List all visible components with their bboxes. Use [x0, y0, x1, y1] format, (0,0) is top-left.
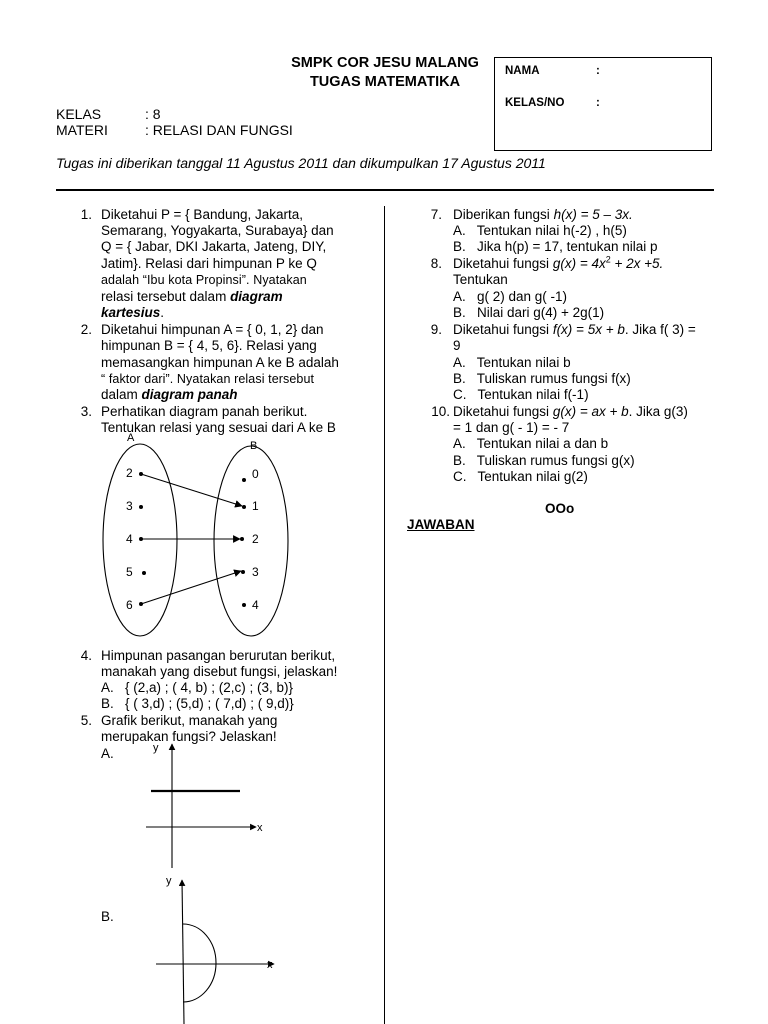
q1-line1: Diketahui P = { Bandung, Jakarta,	[101, 207, 304, 222]
set-a-label: A	[127, 432, 135, 444]
end-mark: OOo	[545, 501, 575, 516]
a-item: 4	[126, 532, 133, 546]
q10-line1-text: Diketahui fungsi	[453, 404, 553, 419]
q1-line6-text: relasi tersebut dalam	[101, 289, 231, 304]
kelas-no-colon: :	[596, 97, 600, 109]
q8-exponent: 2	[605, 254, 611, 265]
q10-function: g(x) = ax + b	[552, 404, 629, 419]
a-dot	[142, 571, 146, 575]
q2-line5-text: dalam	[101, 387, 142, 402]
a-item: 6	[126, 598, 133, 612]
a-dot	[139, 505, 143, 509]
q5-option-b: B.	[101, 909, 114, 924]
q7-line1-text: Diberikan fungsi	[453, 207, 554, 222]
q7-number: 7.	[430, 207, 442, 222]
q1-line4: Jatim}. Relasi dari himpunan P ke Q	[101, 256, 317, 271]
q8-function-rest: + 2x +5.	[610, 256, 664, 271]
q1-line6-emphasis: diagram	[230, 289, 283, 304]
q8-line1-text: Diketahui fungsi	[453, 256, 553, 271]
b-item: 2	[252, 532, 259, 546]
q1-line7	[101, 305, 164, 321]
assignment-note: Tugas ini diberikan tanggal 11 Agustus 2011 dan dikumpulkan 17 Agustus 2011	[56, 155, 546, 171]
b-dot	[240, 537, 244, 541]
q5-number: 5.	[80, 713, 92, 728]
column-divider	[384, 206, 385, 1024]
graph-a-x-label: x	[257, 822, 263, 834]
q7-option-b: B. Jika h(p) = 17, tentukan nilai p	[453, 239, 658, 254]
q4-line2: manakah yang disebut fungsi, jelaskan!	[101, 664, 338, 679]
q5-option-a: A.	[101, 746, 114, 761]
q1-line7-emphasis: kartesius	[101, 305, 161, 320]
nama-label: NAMA	[505, 65, 540, 77]
q5-line1: Grafik berikut, manakah yang	[101, 713, 278, 728]
q5-line2: merupakan fungsi? Jelaskan!	[101, 729, 277, 744]
q2-line2: himpunan B = { 4, 5, 6}. Relasi yang	[101, 338, 317, 353]
materi-label: MATERI	[56, 122, 108, 138]
q1-line5: adalah “Ibu kota Propinsi”. Nyatakan	[101, 273, 307, 287]
q8-line1	[453, 256, 663, 272]
arrow	[141, 571, 241, 604]
nama-colon: :	[596, 65, 600, 77]
q10-line1	[453, 404, 688, 420]
q2-line5	[101, 387, 238, 403]
kelas-label: KELAS	[56, 106, 102, 122]
q3-line2: Tentukan relasi yang sesuai dari A ke B	[101, 420, 336, 435]
b-item: 0	[252, 467, 259, 481]
q9-line1	[453, 322, 696, 338]
q9-function: f(x) = 5x + b	[552, 322, 625, 337]
q9-number: 9.	[430, 322, 442, 337]
q3-number: 3.	[80, 404, 92, 419]
kelas-value: : 8	[145, 106, 161, 122]
q9-option-c: C. Tentukan nilai f(-1)	[453, 387, 589, 402]
graph-a-y-label: y	[153, 742, 159, 754]
q4-option-b: B. { ( 3,d) ; (5,d) ; ( 7,d) ; ( 9,d)}	[101, 696, 294, 711]
q2-line3: memasangkan himpunan A ke B adalah	[101, 355, 339, 370]
a-item: 5	[126, 565, 133, 579]
q2-line5-emphasis: diagram panah	[141, 387, 238, 402]
arrow-diagram	[90, 428, 290, 643]
a-item: 2	[126, 466, 133, 480]
q10-option-a: A. Tentukan nilai a dan b	[453, 436, 609, 451]
set-b-label: B	[250, 440, 258, 452]
q7-line1	[453, 207, 633, 223]
q1-line7-end: .	[160, 305, 165, 320]
q8-function: g(x) = 4x	[552, 256, 606, 271]
q2-number: 2.	[80, 322, 92, 337]
q9-line2: 9	[453, 338, 461, 353]
q10-line1-end: . Jika g(3)	[628, 404, 688, 419]
b-item: 1	[252, 499, 259, 513]
q10-option-c: C. Tentukan nilai g(2)	[453, 469, 588, 484]
kelas-no-label: KELAS/NO	[505, 97, 565, 109]
school-name: SMPK COR JESU MALANG	[291, 55, 479, 71]
q7-function: h(x) = 5 – 3x.	[553, 207, 633, 222]
arrow	[141, 474, 242, 506]
q8-option-b: B. Nilai dari g(4) + 2g(1)	[453, 305, 605, 320]
q2-line1: Diketahui himpunan A = { 0, 1, 2} dan	[101, 322, 324, 337]
q4-number: 4.	[80, 648, 92, 663]
q4-line1: Himpunan pasangan berurutan berikut,	[101, 648, 336, 663]
q8-option-a: A. g( 2) dan g( -1)	[453, 289, 568, 304]
jawaban-heading: JAWABAN	[407, 517, 475, 532]
q10-option-b: B. Tuliskan rumus fungsi g(x)	[453, 453, 635, 468]
b-dot	[242, 505, 246, 509]
q8-line2: Tentukan	[453, 272, 508, 287]
a-item: 3	[126, 499, 133, 513]
q1-line2: Semarang, Yogyakarta, Surabaya} dan	[101, 223, 334, 238]
q2-line4: “ faktor dari”. Nyatakan relasi tersebut	[101, 372, 315, 386]
b-dot	[241, 570, 245, 574]
q9-line1-text: Diketahui fungsi	[453, 322, 553, 337]
b-item: 3	[252, 565, 259, 579]
graph-b-semicircle	[183, 924, 216, 1002]
materi-value: : RELASI DAN FUNGSI	[145, 122, 293, 138]
q9-line1-end: . Jika f( 3) =	[624, 322, 696, 337]
q4-option-a: A. { (2,a) ; ( 4, b) ; (2,c) ; (3, b)}	[101, 680, 294, 695]
header-divider	[56, 189, 714, 191]
graph-b	[150, 868, 285, 1024]
q9-option-b: B. Tuliskan rumus fungsi f(x)	[453, 371, 631, 386]
q8-number: 8.	[430, 256, 442, 271]
student-info-box	[494, 57, 712, 151]
q1-line3: Q = { Jabar, DKI Jakarta, Jateng, DIY,	[101, 239, 327, 254]
graph-b-y-label: y	[166, 875, 172, 887]
q7-option-a: A. Tentukan nilai h(-2) , h(5)	[453, 223, 627, 238]
b-dot	[242, 603, 246, 607]
q3-line1: Perhatikan diagram panah berikut.	[101, 404, 308, 419]
q9-option-a: A. Tentukan nilai b	[453, 355, 571, 370]
q10-number: 10.	[431, 404, 450, 419]
assignment-title: TUGAS MATEMATIKA	[309, 74, 461, 90]
q1-number: 1.	[80, 207, 92, 222]
q1-line6	[101, 289, 283, 305]
b-item: 4	[252, 598, 259, 612]
q10-line2: = 1 dan g( - 1) = - 7	[453, 420, 570, 435]
b-dot	[242, 478, 246, 482]
graph-b-x-label: x	[267, 959, 273, 971]
set-b-oval	[214, 446, 288, 636]
graph-a	[140, 738, 270, 873]
